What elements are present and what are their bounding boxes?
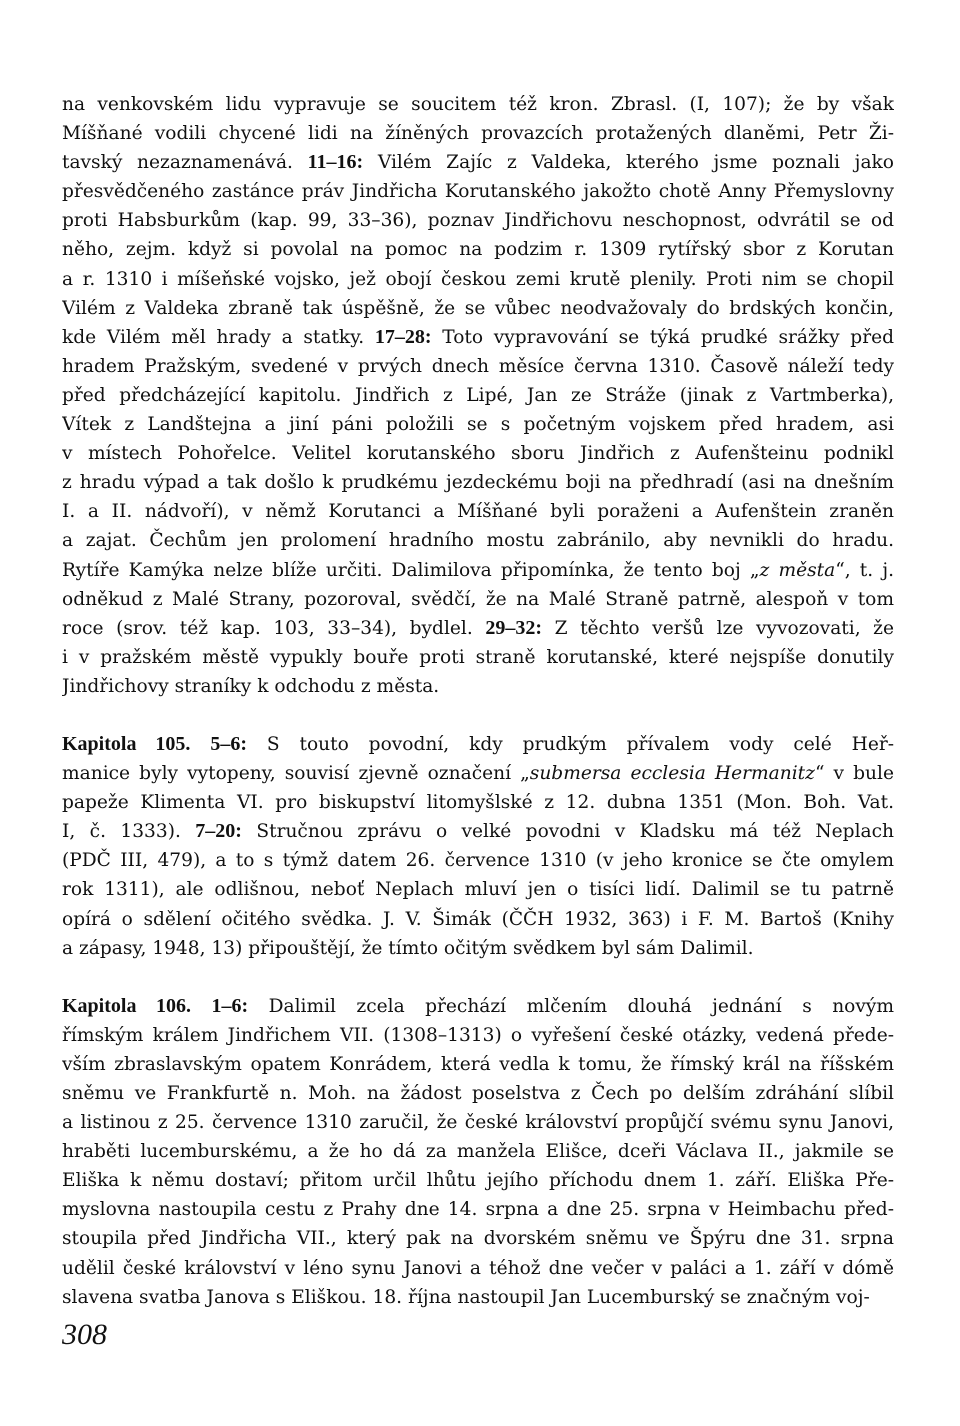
text-run: a r. 1310 i míšeňské vojsko, jež obojí českou zemi krutě plenily. Proti nim se chopil: [62, 268, 894, 290]
text-run: udělil české království v léno synu Janovi a téhož dne večer v paláci a 1. září v dómě: [62, 1257, 894, 1279]
text-run: a zápasy, 1948, 13) připouštějí, že tímto očitým svědkem byl sám Dalimil.: [62, 937, 754, 959]
text-line: [62, 992, 894, 1021]
bold-reference: 29–32:: [485, 616, 543, 639]
text-line: [62, 294, 894, 323]
text-run: a zajat. Čechům jen prolomení hradního mostu zabránilo, aby nevnikli do hradu.: [62, 530, 894, 552]
text-line: [62, 468, 894, 497]
text-line: [62, 1166, 894, 1195]
text-run: papeže Klimenta VI. pro biskupství litomyšlské z 12. dubna 1351 (Mon. Boh. Vat.: [62, 792, 894, 814]
text-run: I. a II. nádvoří), v němž Korutanci a Míšňané byli poraženi a Aufenštein zraněn: [62, 501, 894, 523]
text-run: sněmu ve Frankfurtě n. Moh. na žádost poselstva z Čech po delším zdráhání slíbil: [62, 1083, 894, 1104]
text-line: [62, 497, 894, 526]
text-line: [62, 1195, 894, 1224]
text-run: Vítek z Landštejna a jiní páni položili se s početným vojskem před hradem, asi: [62, 414, 894, 436]
bold-reference: 1–6:: [211, 994, 249, 1017]
text-line: [62, 1137, 894, 1166]
paragraph: [62, 730, 894, 963]
text-run: Vilém z Valdeka zbraně tak úspěšně, že se vůbec neodvažovaly do brdských končin,: [62, 297, 894, 319]
text-run: Vilém Zajíc z Valdeka, kterého jsme poznali jako: [363, 152, 894, 174]
text-line: [62, 148, 894, 177]
bold-reference: Kapitola 106.: [62, 994, 191, 1017]
text-run: [190, 734, 210, 755]
page-body: [62, 90, 894, 1312]
text-line: [62, 410, 894, 439]
bold-reference: 11–16:: [307, 151, 364, 174]
text-line: [62, 439, 894, 468]
text-line: [62, 643, 894, 672]
text-run: a listinou z 25. července 1310 zaručil, že české království propůjčí svému synu Janovi,: [62, 1112, 894, 1134]
text-run: I, č. 1333).: [62, 821, 196, 843]
text-line: [62, 1224, 894, 1253]
text-line: [62, 265, 894, 294]
text-line: [62, 1108, 894, 1137]
text-line: [62, 526, 894, 555]
text-line: [62, 381, 894, 410]
text-line: [62, 90, 894, 119]
text-line: [62, 788, 894, 817]
text-run: hradem Pražským, svedené v prvých dnech měsíce června 1310. Časově náleží tedy: [62, 355, 894, 377]
text-run: rok 1311), ale odlišnou, neboť Neplach mluví jen o tisíci lidí. Dalimil se tu patrně: [62, 879, 894, 901]
text-line: [62, 1079, 894, 1108]
text-line: [62, 875, 894, 904]
text-run: hraběti lucemburskému, a že ho dá za manžela Elišce, dceři Václava II., jakmile se: [62, 1141, 894, 1163]
text-line: [62, 672, 894, 701]
text-run: kde Vilém měl hrady a statky.: [62, 326, 375, 348]
text-line: [62, 177, 894, 206]
text-line: [62, 934, 894, 963]
text-line: [62, 905, 894, 934]
text-line: [62, 556, 894, 585]
bold-reference: 17–28:: [374, 325, 432, 348]
text-line: [62, 352, 894, 381]
text-line: [62, 730, 894, 759]
paragraph: [62, 992, 894, 1312]
bold-reference: 5–6:: [210, 732, 247, 755]
text-line: [62, 614, 894, 643]
text-run: myslovna nastoupila cestu z Prahy dne 14. srpna a dne 25. srpna v Heimbachu před-: [62, 1199, 894, 1221]
text-run: opírá o sdělení očitého svědka. J. V. Šimák (ČČH 1932, 363) i F. M. Bartoš (Knihy: [62, 908, 894, 930]
text-line: [62, 759, 894, 788]
text-line: [62, 119, 894, 148]
text-run: (PDČ III, 479), a to s týmž datem 26. července 1310 (v jeho kronice se čte omylem: [62, 850, 894, 872]
text-run: slavena svatba Janova s Eliškou. 18. října nastoupil Jan Lucemburský se značným voj-: [62, 1286, 870, 1308]
italic-quote: submersa ecclesia Hermanitz: [529, 763, 815, 785]
text-line: [62, 585, 894, 614]
text-run: v místech Pohořelce. Velitel korutanského sboru Jindřich z Aufenšteinu podnikl: [62, 443, 894, 465]
page-number: 308: [62, 1318, 107, 1351]
text-run: Dalimil zcela přechází mlčením dlouhá jednání s novým: [248, 995, 894, 1017]
text-run: Eliška k němu dostaví; přitom určil lhůtu jejího příchodu dnem 1. září. Eliška Pře-: [62, 1170, 894, 1192]
text-run: “ v bule: [814, 763, 894, 785]
text-run: Toto vypravování se týká prudké srážky před: [431, 326, 894, 348]
text-run: římským králem Jindřichem VII. (1308–1313) o vyřešení české otázky, vedená přede-: [62, 1024, 894, 1046]
text-run: “, t. j.: [835, 559, 894, 581]
text-line: [62, 1050, 894, 1079]
text-run: S touto povodní, kdy prudkým přívalem vody celé Heř-: [246, 733, 894, 755]
text-run: Rytíře Kamýka nelze blíže určiti. Dalimilova připomínka, že tento boj „: [62, 559, 760, 581]
text-line: [62, 846, 894, 875]
bold-reference: Kapitola 105.: [62, 732, 191, 755]
text-run: Stručnou zprávu o velké povodni v Kladsku má též Neplach: [241, 821, 894, 843]
text-run: na venkovském lidu vypravuje se soucitem též kron. Zbrasl. (I, 107); že by však: [62, 94, 894, 115]
text-run: vším zbraslavským opatem Konrádem, která vedla k tomu, že římský král na říšském: [62, 1053, 894, 1075]
text-run: z hradu výpad a tak došlo k prudkému jezdeckému boji na předhradí (asi na dnešním: [62, 472, 894, 494]
text-run: před předcházející kapitolu. Jindřich z Lipé, Jan ze Stráže (jinak z Vartmberka),: [62, 384, 894, 406]
text-run: [191, 996, 211, 1017]
text-run: stoupila před Jindřicha VII., který pak na dvorském sněmu ve Špýru dne 31. srpna: [62, 1228, 894, 1250]
text-line: [62, 206, 894, 235]
text-run: Míšňané vodili chycené lidi na žíněných provazcích protažených dlaněmi, Petr Ži-: [62, 123, 894, 145]
text-run: roce (srov. též kap. 103, 33–34), bydlel.: [62, 617, 486, 639]
italic-quote: z města: [759, 559, 836, 581]
text-run: přesvědčeného zastánce práv Jindřicha Korutanského jakožto chotě Anny Přemyslovny: [62, 181, 894, 203]
text-run: manice byly vytopeny, souvisí zjevně označení „: [62, 763, 530, 785]
text-line: [62, 817, 894, 846]
text-run: odněkud z Malé Strany, pozoroval, svědčí, že na Malé Straně patrně, alespoň v tom: [62, 588, 894, 610]
text-line: [62, 323, 894, 352]
text-line: [62, 1021, 894, 1050]
text-run: tavský nezaznamenává.: [62, 152, 308, 174]
text-line: [62, 1283, 894, 1312]
text-run: něho, zejm. když si povolal na pomoc na podzim r. 1309 rytířský sbor z Korutan: [62, 239, 894, 261]
text-line: [62, 1254, 894, 1283]
bold-reference: 7–20:: [195, 820, 242, 843]
text-line: [62, 235, 894, 264]
text-run: i v pražském městě vypukly bouře proti straně korutanské, které nejspíše donutily: [62, 646, 894, 668]
text-run: proti Habsburkům (kap. 99, 33–36), poznav Jindřichovu neschopnost, odvrátil se od: [62, 210, 894, 232]
paragraph: [62, 90, 894, 701]
text-run: Jindřichovy straníky k odchodu z města.: [62, 675, 440, 697]
text-run: Z těchto veršů lze vyvozovati, že: [542, 617, 894, 639]
